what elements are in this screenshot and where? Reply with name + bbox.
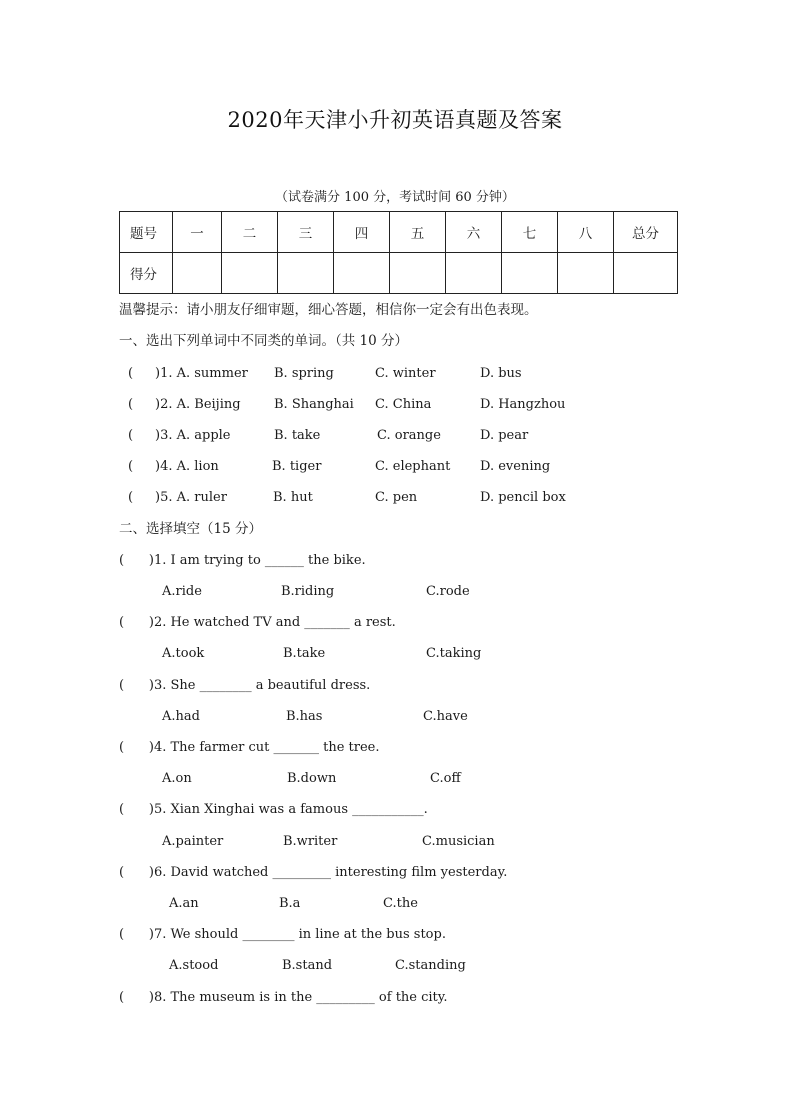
header-cell: 四 <box>334 212 390 253</box>
header-cell: 三 <box>278 212 334 253</box>
score-cell <box>558 253 614 294</box>
question-stem: ( )6. David watched _________ interesting film yesterday. <box>119 865 508 880</box>
answer-paren: ( <box>128 366 134 381</box>
option-b: B. take <box>274 428 321 443</box>
answer-paren: ( <box>128 490 134 505</box>
question-stem: ( )5. Xian Xinghai was a famous ___________. <box>119 802 428 817</box>
question-stem: ( )4. The farmer cut _______ the tree. <box>119 740 380 755</box>
answer-paren: ( <box>128 397 134 412</box>
tip-text: 温馨提示：请小朋友仔细审题，细心答题，相信你一定会有出色表现。 <box>119 302 538 318</box>
option-d: D. bus <box>480 366 522 381</box>
question-stem: ( )3. She ________ a beautiful dress. <box>119 678 371 693</box>
score-table-score-row <box>120 253 678 294</box>
score-table <box>119 211 678 294</box>
option-d: D. Hangzhou <box>480 397 566 412</box>
choice-a: A.an <box>169 896 199 911</box>
question-stem: ( )1. I am trying to ______ the bike. <box>119 553 366 568</box>
option-d: D. pear <box>480 428 529 443</box>
score-row-label: 得分 <box>120 253 173 294</box>
header-cell: 六 <box>446 212 502 253</box>
score-cell <box>334 253 390 294</box>
option-b: B. tiger <box>272 459 322 474</box>
choice-b: B.has <box>286 709 323 724</box>
choice-b: B.down <box>287 771 337 786</box>
answer-paren: ( <box>128 428 134 443</box>
option-b: B. spring <box>274 366 334 381</box>
section2-heading: 二、选择填空（15 分） <box>119 521 262 537</box>
choice-a: A.on <box>162 771 192 786</box>
option-a: )5. A. ruler <box>155 490 227 505</box>
score-table-header-row <box>120 212 678 253</box>
option-a: )3. A. apple <box>155 428 231 443</box>
question-stem: ( )7. We should ________ in line at the bus stop. <box>119 927 446 942</box>
choice-c: C.musician <box>422 834 495 849</box>
answer-paren: ( <box>128 459 134 474</box>
choice-c: C.standing <box>395 958 466 973</box>
option-b: B. Shanghai <box>274 397 354 412</box>
option-c: C. China <box>375 397 432 412</box>
page-title: 2020年天津小升初英语真题及答案 <box>227 108 563 132</box>
choice-c: C.have <box>423 709 468 724</box>
option-a: )4. A. lion <box>155 459 219 474</box>
choice-a: A.painter <box>162 834 224 849</box>
choice-c: C.the <box>383 896 418 911</box>
option-a: )2. A. Beijing <box>155 397 241 412</box>
choice-c: C.off <box>430 771 461 786</box>
option-c: C. winter <box>375 366 436 381</box>
exam-info: （试卷满分 100 分，考试时间 60 分钟） <box>275 190 515 205</box>
score-cell <box>390 253 446 294</box>
header-cell: 题号 <box>120 212 173 253</box>
score-cell <box>446 253 502 294</box>
score-cell <box>173 253 222 294</box>
section1-heading: 一、选出下列单词中不同类的单词。（共 10 分） <box>119 333 409 349</box>
option-c: C. orange <box>377 428 441 443</box>
choice-b: B.a <box>279 896 301 911</box>
header-cell: 五 <box>390 212 446 253</box>
score-cell <box>614 253 678 294</box>
header-cell: 一 <box>173 212 222 253</box>
question-stem: ( )2. He watched TV and _______ a rest. <box>119 615 396 630</box>
option-d: D. evening <box>480 459 551 474</box>
choice-b: B.stand <box>282 958 333 973</box>
choice-c: C.rode <box>426 584 470 599</box>
choice-b: B.riding <box>281 584 335 599</box>
score-cell <box>502 253 558 294</box>
option-d: D. pencil box <box>480 490 566 505</box>
header-cell: 二 <box>222 212 278 253</box>
header-cell: 总分 <box>614 212 678 253</box>
option-b: B. hut <box>273 490 313 505</box>
choice-a: A.ride <box>162 584 202 599</box>
header-cell: 八 <box>558 212 614 253</box>
score-cell <box>222 253 278 294</box>
question-stem: ( )8. The museum is in the _________ of the city. <box>119 990 448 1005</box>
choice-a: A.had <box>162 709 200 724</box>
header-cell: 七 <box>502 212 558 253</box>
option-c: C. elephant <box>375 459 451 474</box>
choice-a: A.took <box>162 646 205 661</box>
choice-c: C.taking <box>426 646 482 661</box>
choice-a: A.stood <box>169 958 219 973</box>
score-cell <box>278 253 334 294</box>
option-c: C. pen <box>375 490 418 505</box>
option-a: )1. A. summer <box>155 366 248 381</box>
choice-b: B.writer <box>283 834 338 849</box>
choice-b: B.take <box>283 646 326 661</box>
